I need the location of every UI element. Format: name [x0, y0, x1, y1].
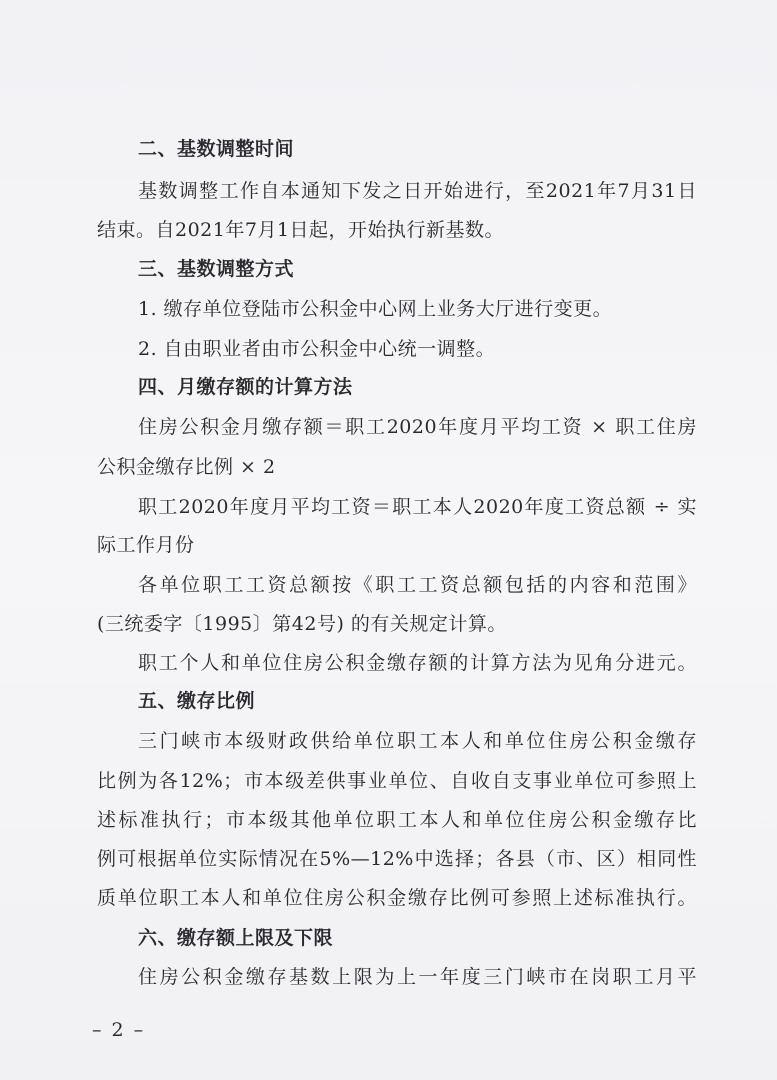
section-heading-5: 五、缴存比例	[138, 690, 256, 712]
paragraph-line: 住房公积金缴存基数上限为上一年度三门峡市在岗职工月平	[138, 966, 697, 988]
paragraph-line: 1. 缴存单位登陆市公积金中心网上业务大厅进行变更。	[138, 298, 613, 320]
paragraph-line: 结束。自2021年7月1日起，开始执行新基数。	[97, 219, 505, 241]
paragraph-line: 住房公积金月缴存额＝职工2020年度月平均工资 × 职工住房	[138, 416, 697, 438]
page-number: – 2 –	[92, 1019, 146, 1041]
paragraph-line: 三门峡市本级财政供给单位职工本人和单位住房公积金缴存	[138, 730, 697, 752]
paragraph-line: 各单位职工工资总额按《职工工资总额包括的内容和范围》	[138, 574, 697, 596]
section-heading-4: 四、月缴存额的计算方法	[138, 376, 353, 398]
paragraph-line: 述标准执行；市本级其他单位职工本人和单位住房公积金缴存比	[97, 809, 697, 831]
section-heading-3: 三、基数调整方式	[138, 258, 295, 280]
paragraph-line: 2. 自由职业者由市公积金中心统一调整。	[138, 338, 496, 360]
paragraph-line: 公积金缴存比例 × 2	[97, 456, 276, 478]
paragraph-line: 基数调整工作自本通知下发之日开始进行，至2021年7月31日	[138, 180, 697, 202]
paragraph-line: 职工个人和单位住房公积金缴存额的计算方法为见角分进元。	[138, 652, 697, 674]
paragraph-line: 际工作月份	[97, 534, 195, 556]
paragraph-line: 例可根据单位实际情况在5%—12%中选择；各县（市、区）相同性	[97, 848, 697, 870]
paragraph-line: 比例为各12%；市本级差供事业单位、自收自支事业单位可参照上	[97, 770, 697, 792]
paragraph-line: 职工2020年度月平均工资＝职工本人2020年度工资总额 ÷ 实	[138, 496, 697, 518]
paragraph-line: 质单位职工本人和单位住房公积金缴存比例可参照上述标准执行。	[97, 887, 697, 909]
section-heading-2: 二、基数调整时间	[138, 138, 295, 160]
paragraph-line: (三统委字〔1995〕第42号) 的有关规定计算。	[97, 613, 507, 635]
section-heading-6: 六、缴存额上限及下限	[138, 927, 334, 949]
